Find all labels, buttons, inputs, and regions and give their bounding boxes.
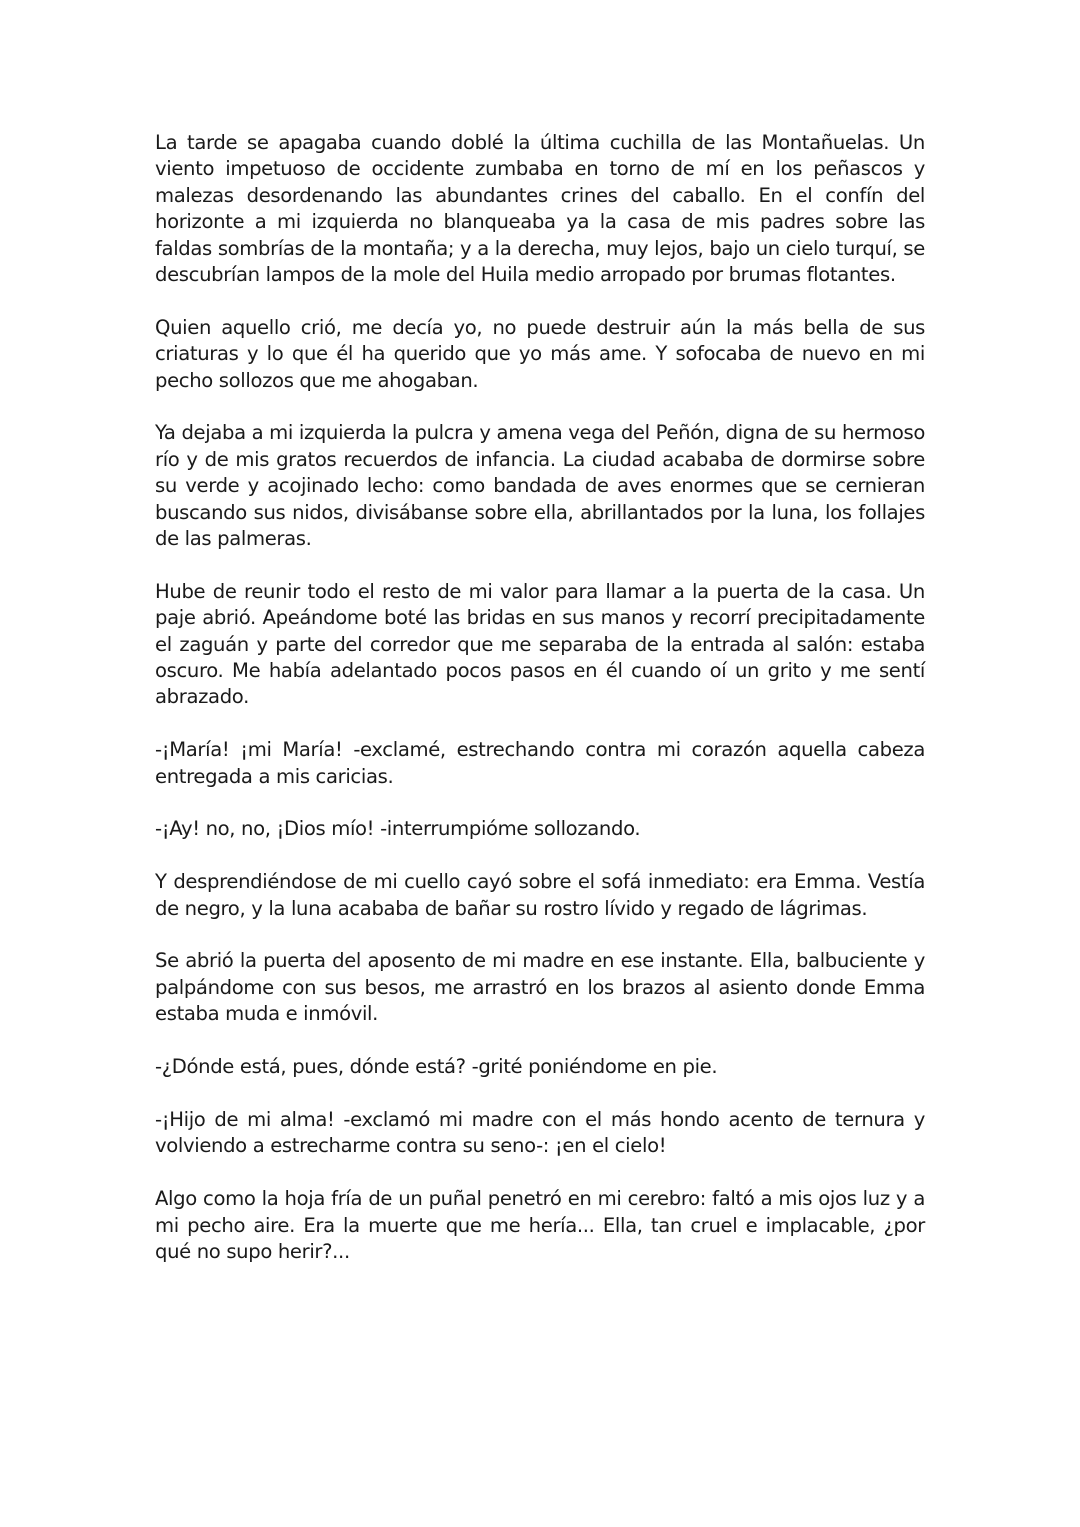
document-page	[155, 130, 925, 1292]
paragraph-8: Se abrió la puerta del aposento de mi madre en ese instante. Ella, balbuciente y palpándome con sus besos, me arrastró en los brazos al asiento donde Emma estaba muda e inmóvil.	[155, 949, 925, 1026]
paragraph-3: Ya dejaba a mi izquierda la pulcra y amena vega del Peñón, digna de su hermoso río y de mis gratos recuerdos de infancia. La ciudad acababa de dormirse sobre su verde y acojinado lecho: como bandada de aves enormes que se cernieran buscando sus nidos, divisábanse sobre ella, abrillantados por la luna, los follajes de las palmeras.	[155, 421, 925, 551]
paragraph-7: Y desprendiéndose de mi cuello cayó sobre el sofá inmediato: era Emma. Vestía de negro, y la luna acababa de bañar su rostro lívido y regado de lágrimas.	[155, 870, 925, 920]
paragraph-11: Algo como la hoja fría de un puñal penetró en mi cerebro: faltó a mis ojos luz y a mi pecho aire. Era la muerte que me hería... Ella, tan cruel e implacable, ¿por qué no supo herir?...	[155, 1187, 925, 1263]
paragraph-6: -¡Ay! no, no, ¡Dios mío! -interrumpióme sollozando.	[155, 817, 641, 841]
paragraph-4: Hube de reunir todo el resto de mi valor para llamar a la puerta de la casa. Un paje abrió. Apeándome boté las bridas en sus manos y recorrí precipitadamente el zaguán y parte del corredor que me separaba de la entrada al salón: estaba oscuro. Me había adelantado pocos pasos en él cuando oí un grito y me sentí abrazado.	[155, 579, 925, 709]
paragraph-2: Quien aquello crió, me decía yo, no puede destruir aún la más bella de sus criaturas y lo que él ha querido que yo más ame. Y sofocaba de nuevo en mi pecho sollozos que me ahogaban.	[155, 315, 925, 392]
paragraph-9: -¿Dónde está, pues, dónde está? -grité poniéndome en pie.	[155, 1055, 718, 1079]
paragraph-1: La tarde se apagaba cuando doblé la última cuchilla de las Montañuelas. Un viento impetuoso de occidente zumbaba en torno de mí en los peñascos y malezas desordenando las abundantes crines del caballo. En el confín del horizonte a mi izquierda no blanqueaba ya la casa de mis padres sobre las faldas sombrías de la montaña; y a la derecha, muy lejos, bajo un cielo turquí, se descubrían lampos de la mole del Huila medio arropado por brumas flotantes.	[155, 131, 925, 287]
paragraph-5: -¡María! ¡mi María! -exclamé, estrechando contra mi corazón aquella cabeza entregada a mis caricias.	[155, 738, 925, 788]
paragraph-10: -¡Hijo de mi alma! -exclamó mi madre con el más hondo acento de ternura y volviendo a estrecharme contra su seno-: ¡en el cielo!	[155, 1107, 925, 1158]
